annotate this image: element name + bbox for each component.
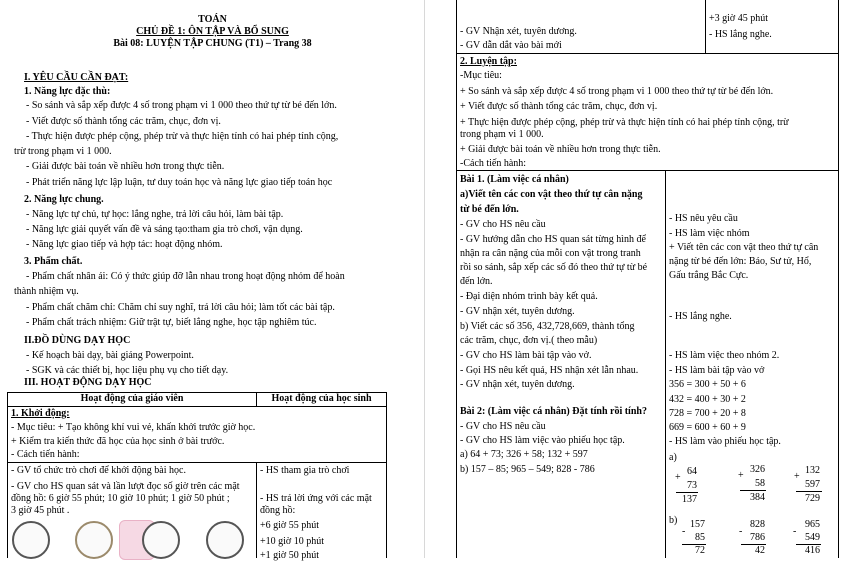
heading-general-competence: 2. Năng lực chung. — [24, 194, 104, 205]
exercise-1-heading: Bài 1. (Làm việc cá nhân) — [460, 174, 569, 185]
text-line: nhận ra cân nặng của mỗi con vật trong tranh — [460, 248, 641, 259]
heading-specific-competence: 1. Năng lực đặc thù: — [24, 86, 111, 97]
minus-sign: - — [793, 526, 797, 537]
calc-result: 72 — [695, 545, 705, 556]
text-line: thành nhiệm vụ. — [14, 286, 79, 297]
text-line: a) 64 + 73; 326 + 58; 132 + 597 — [460, 449, 588, 460]
text-line: + Viết được số thành tổng các trăm, chục, đơn vị. — [460, 101, 658, 112]
minus-sign: - — [682, 526, 686, 537]
text-line: - GV hướng dẫn cho HS quan sát từng hình để — [460, 234, 646, 245]
text-line: - GV cho HS nêu cầu — [460, 219, 546, 230]
text-line: - HS tham gia trò chơi — [260, 465, 350, 476]
text-line: - Đại diện nhóm trình bày kết quả. — [460, 291, 598, 302]
text-line: trừ trong phạm vi 1 000. — [14, 146, 112, 157]
calc-bottom: 786 — [750, 532, 765, 543]
text-line: 728 = 700 + 20 + 8 — [669, 408, 746, 419]
text-line: nặng từ bé đến lớn: Báo, Sư tử, Hổ, — [669, 256, 812, 267]
calc-bottom: 58 — [755, 478, 765, 489]
text-line: + So sánh và sắp xếp được 4 số trong phạm vi 1 000 theo thứ tự từ bé đến lớn. — [460, 86, 774, 97]
clock-image — [12, 521, 50, 559]
text-line: - Phát triển năng lực lập luận, tư duy toán học và năng lực giao tiếp toán học — [26, 177, 333, 188]
text-line: đồng hồ: 6 giờ 55 phút; 10 giờ 10 phút; 1 giờ 50 phút ; — [11, 493, 230, 504]
text-line: - SGK và các thiết bị, học liệu phụ vụ cho tiết dạy. — [26, 365, 229, 376]
calc-top: 132 — [805, 465, 820, 476]
text-line: - GV cho HS nêu cầu — [460, 421, 546, 432]
heading-practice: 2. Luyện tập: — [460, 56, 517, 67]
text-line: - GV cho HS làm bài tập vào vở. — [460, 350, 592, 361]
calc-top: 64 — [687, 466, 697, 477]
text-line: - Năng lực giao tiếp và hợp tác: hoạt động nhóm. — [26, 239, 223, 250]
text-line: -Mục tiêu: — [460, 70, 502, 81]
text-line: - Năng lực giải quyết vấn đề và sáng tạo:tham gia trò chơi, vận dụng. — [26, 224, 303, 235]
topic-title: CHỦ ĐỀ 1: ÔN TẬP VÀ BỔ SUNG — [136, 26, 289, 37]
text-line: -Cách tiến hành: — [460, 158, 527, 169]
text-line: - HS lắng nghe. — [709, 29, 772, 40]
text-line: b) Viết các số 356, 432,728,669, thành tổng — [460, 321, 635, 332]
text-line: - HS làm việc nhóm — [669, 228, 750, 239]
text-line: - HS lắng nghe. — [669, 311, 732, 322]
text-line: - HS làm vào phiếu học tập. — [669, 436, 781, 447]
clock-image — [206, 521, 244, 559]
calc-top: 965 — [805, 519, 820, 530]
text-line: - Phẩm chất chăm chỉ: Chăm chỉ suy nghĩ, trả lời câu hỏi; làm tốt các bài tập. — [26, 302, 335, 313]
heading-qualities: 3. Phẩm chất. — [24, 256, 83, 267]
lesson-title: Bài 08: LUYỆN TẬP CHUNG (T1) – Trang 38 — [113, 38, 312, 49]
text-line: - Cách tiến hành: — [11, 449, 80, 460]
text-line: trong phạm vi 1 000. — [460, 129, 544, 140]
exercise-1a: a)Viết tên các con vật theo thứ tự cân nặng — [460, 189, 643, 200]
text-line: b) 157 – 85; 965 – 549; 828 - 786 — [460, 464, 595, 475]
exercise-1a-cont: từ bé đến lớn. — [460, 204, 519, 215]
text-line: - So sánh và sắp xếp được 4 số trong phạm vi 1 000 theo thứ tự từ bé đến lớn. — [26, 100, 337, 111]
text-line: - GV nhận xét, tuyên dương. — [460, 379, 575, 390]
text-line: đến lớn. — [460, 276, 493, 287]
plus-sign: + — [738, 470, 744, 481]
text-line: - HS làm bài tập vào vở — [669, 365, 765, 376]
label-part-b: b) — [669, 515, 678, 526]
calc-top: 326 — [750, 464, 765, 475]
text-line: - Thực hiện được phép cộng, phép trừ và thực hiện tính có hai phép tính cộng, — [26, 131, 339, 142]
page-divider — [424, 0, 425, 558]
text-line: - GV cho HS quan sát và lần lượt đọc số giờ trên các mặt — [11, 481, 240, 492]
text-line: +10 giờ 10 phút — [260, 536, 324, 547]
text-line: + Kiểm tra kiến thức đã học của học sinh ở bài trước. — [11, 436, 225, 447]
calc-result: 42 — [755, 545, 765, 556]
text-line: đồng hồ: — [260, 505, 296, 516]
label-part-a: a) — [669, 452, 677, 463]
text-line: - HS làm việc theo nhóm 2. — [669, 350, 780, 361]
calc-result: 384 — [750, 492, 765, 503]
text-line: các trăm, chục, đơn vị.( theo mẫu) — [460, 335, 598, 346]
minus-sign: - — [739, 526, 743, 537]
calc-bottom: 73 — [687, 480, 697, 491]
calc-bottom: 549 — [805, 532, 820, 543]
text-line: - Phẩm chất nhân ái: Có ý thức giúp đỡ lẫn nhau trong hoạt động nhóm để hoàn — [26, 271, 345, 282]
text-line: - HS trả lời ứng với các mặt — [260, 493, 372, 504]
text-line: +1 giờ 50 phút — [260, 550, 319, 561]
exercise-2-heading: Bài 2: (Làm việc cá nhân) Đặt tính rồi tính? — [460, 406, 647, 417]
table-header-student: Hoạt động của học sinh — [271, 393, 372, 404]
text-line: - Gọi HS nêu kết quả, HS nhận xét lẫn nhau. — [460, 365, 639, 376]
text-line: - GV cho HS làm việc vào phiếu học tập. — [460, 435, 625, 446]
text-line: rồi so sánh, sắp xếp các số đó theo thứ tự từ bé — [460, 262, 648, 273]
text-line: - Mục tiêu: + Tạo không khí vui vẻ, khấn khởi trước giờ học. — [11, 422, 256, 433]
calc-bottom: 85 — [695, 532, 705, 543]
text-line: - Năng lực tự chủ, tự học: lắng nghe, trả lời câu hỏi, làm bài tập. — [26, 209, 284, 220]
calc-top: 157 — [690, 519, 705, 530]
heading-warm-up: 1. Khởi động: — [11, 408, 70, 419]
calc-result: 729 — [805, 493, 820, 504]
text-line: - GV tổ chức trò chơi để khởi động bài học. — [11, 465, 186, 476]
text-line: 3 giờ 45 phút . — [11, 505, 70, 516]
text-line: + Giải được bài toán về nhiều hơn trong thực tiễn. — [460, 144, 661, 155]
calc-bottom: 597 — [805, 479, 820, 490]
text-line: - Viết được số thành tổng các trăm, chục, đơn vị. — [26, 116, 221, 127]
section-teaching-aids: II.ĐỒ DÙNG DẠY HỌC — [24, 335, 131, 346]
text-line: Gấu trắng Bắc Cực. — [669, 270, 749, 281]
section-requirements: I. YÊU CẦU CẦN ĐẠT: — [24, 72, 129, 83]
calc-top: 828 — [750, 519, 765, 530]
clock-image — [75, 521, 113, 559]
text-line: - Giải được bài toán về nhiều hơn trong thực tiễn. — [26, 161, 225, 172]
text-line: - GV nhận xét, tuyên dương. — [460, 306, 575, 317]
text-line: 432 = 400 + 30 + 2 — [669, 394, 746, 405]
calc-result: 137 — [682, 494, 697, 505]
plus-sign: + — [675, 472, 681, 483]
text-line: +3 giờ 45 phút — [709, 13, 768, 24]
text-line: +6 giờ 55 phút — [260, 520, 319, 531]
text-line: - GV Nhận xét, tuyên dương. — [460, 26, 577, 37]
table-header-teacher: Hoạt động của giáo viên — [80, 393, 184, 404]
text-line: 669 = 600 + 60 + 9 — [669, 422, 746, 433]
plus-sign: + — [794, 471, 800, 482]
subject-title: TOÁN — [198, 14, 227, 25]
text-line: - HS nêu yêu cầu — [669, 213, 738, 224]
text-line: 356 = 300 + 50 + 6 — [669, 379, 746, 390]
calc-result: 416 — [805, 545, 820, 556]
text-line: - GV dẫn dắt vào bài mới — [460, 40, 562, 51]
section-activities: III. HOẠT ĐỘNG DẠY HỌC — [24, 377, 152, 388]
text-line: - Phẩm chất trách nhiệm: Giữ trật tự, biết lắng nghe, học tập nghiêm túc. — [26, 317, 317, 328]
text-line: + Thực hiện được phép cộng, phép trừ và thực hiện tính có hai phép tính cộng, trừ — [460, 117, 789, 128]
clock-image — [142, 521, 180, 559]
text-line: - Kế hoạch bài dạy, bài giảng Powerpoint. — [26, 350, 194, 361]
text-line: + Viết tên các con vật theo thứ tự cân — [669, 242, 819, 253]
